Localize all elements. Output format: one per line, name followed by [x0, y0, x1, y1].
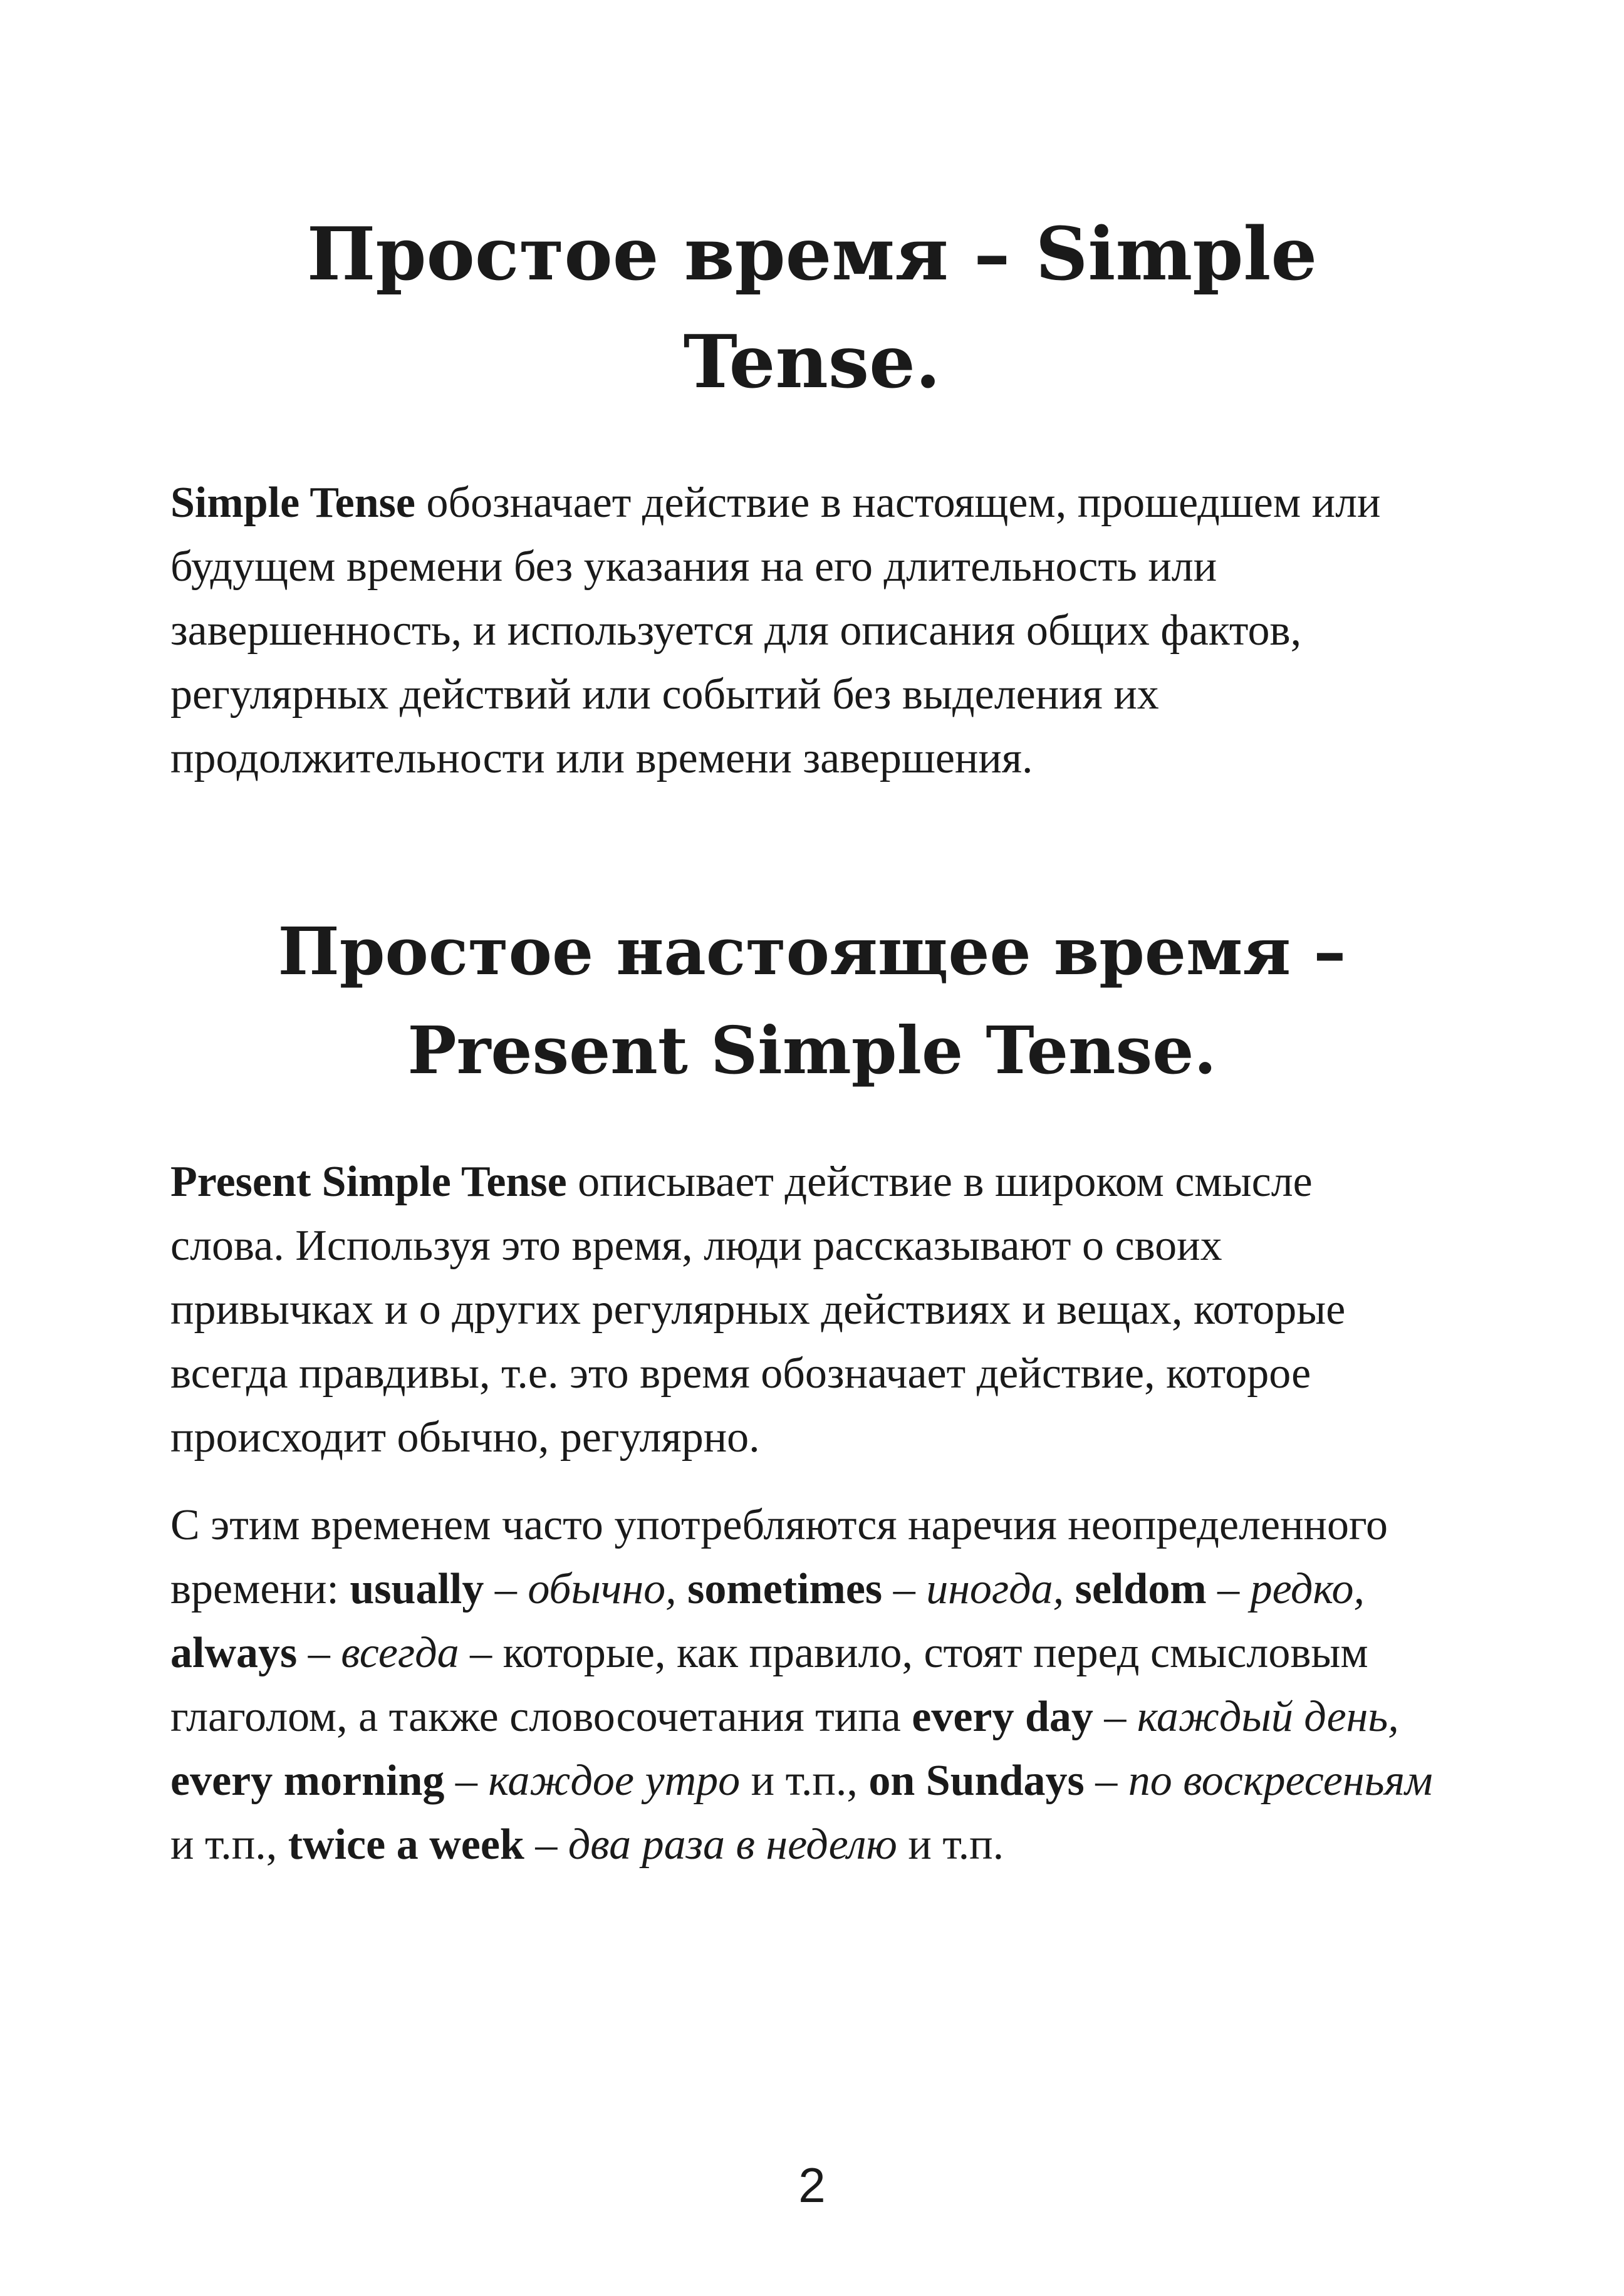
paragraph-text: и т.п.	[897, 1821, 1004, 1869]
translation-italic: каждый день,	[1137, 1693, 1399, 1741]
paragraph-text: –	[444, 1757, 489, 1805]
paragraph-adverbs-of-frequency	[170, 1493, 1436, 1877]
translation-italic: по воскресеньям	[1128, 1757, 1433, 1805]
heading-line: Простое настоящее время –	[278, 913, 1346, 990]
paragraph-text	[677, 1565, 688, 1613]
heading-line: Простое время – Simple	[306, 212, 1318, 297]
paragraph-simple-tense-definition	[170, 471, 1436, 791]
heading-line: Present Simple Tense.	[407, 1012, 1217, 1089]
paragraph-text: и т.п.,	[740, 1757, 869, 1805]
term-bold: on Sundays	[868, 1757, 1085, 1805]
paragraph-text	[1064, 1565, 1075, 1613]
translation-italic: иногда,	[926, 1565, 1064, 1613]
term-bold: seldom	[1075, 1565, 1207, 1613]
term-bold: Simple Tense	[170, 479, 415, 527]
heading-line: Tense.	[683, 319, 941, 405]
term-bold: every morning	[170, 1757, 445, 1805]
page-number: 2	[798, 2158, 826, 2213]
translation-italic: каждое утро	[488, 1757, 741, 1805]
paragraph-text: обозначает действие в настоящем, прошедшем или будущем времени без указания на его длительность или завершенность, и используется для описания общих фактов, регулярных действий или событий без выделения их продолжительности или времени завершения.	[170, 479, 1381, 782]
paragraph-text: –	[524, 1821, 568, 1869]
term-bold: Present Simple Tense	[170, 1158, 567, 1206]
translation-italic: редко,	[1250, 1565, 1365, 1613]
translation-italic: два раза в неделю	[568, 1821, 897, 1869]
translation-italic: всегда	[341, 1629, 459, 1677]
paragraph-text: описывает действие в широком смысле слова. Используя это время, люди рассказывают о своих привычках и о других регулярных действиях и вещах, которые всегда правдивы, т.е. это время обозначает действие, которое происходит обычно, регулярно.	[170, 1158, 1346, 1462]
paragraph-text: –	[1093, 1693, 1137, 1741]
term-bold: twice a week	[288, 1821, 524, 1869]
paragraph-text: – которые, как правило, стоят перед смысловым глаголом, а также словосочетания типа	[170, 1629, 1368, 1741]
paragraph-text: –	[297, 1629, 341, 1677]
term-bold: every day	[912, 1693, 1093, 1741]
paragraph-text: –	[882, 1565, 927, 1613]
translation-italic: обычно,	[528, 1565, 677, 1613]
paragraph-text: –	[1206, 1565, 1251, 1613]
paragraph-text: и т.п.,	[170, 1821, 288, 1869]
paragraph-present-simple-definition	[170, 1150, 1436, 1470]
heading-simple-tense	[0, 200, 1624, 416]
term-bold: usually	[350, 1565, 484, 1613]
paragraph-text: –	[484, 1565, 528, 1613]
term-bold: always	[170, 1629, 298, 1677]
term-bold: sometimes	[687, 1565, 883, 1613]
heading-present-simple-tense	[0, 902, 1624, 1100]
paragraph-text: –	[1084, 1757, 1128, 1805]
paragraph-text: С этим временем часто употребляются наречия неопределенного времени:	[170, 1501, 1388, 1613]
